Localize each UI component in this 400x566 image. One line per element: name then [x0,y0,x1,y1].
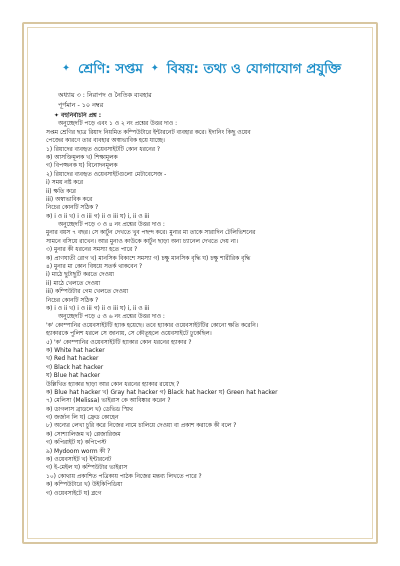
question-line: ক) White hat hacker [46,347,105,354]
instruction-line: অনুচ্ছেদটি পড়ে ৫ ও ৬ নং প্রশ্নের উত্তর দাও : [58,314,165,321]
question-line: নিচের কোনটি সঠিক ? [46,205,99,212]
question-line: গ) Black hat hacker [46,364,104,371]
question-line: ii) মাঠে খেলতে দেওয়া [46,280,101,287]
question-line: ৪) মুনার মা কোন বিষয়ে সতর্ক থাকবেন ? [46,264,143,271]
question-line: iii) কম্পিউটার গেম খেলতে দেওয়া [46,289,129,296]
question-line: গ) ওয়েবসাইটে ঘ) ব্লগে [46,490,102,497]
question-line: i) সময় নষ্ট করে [46,180,83,187]
star-icon: ✦ [61,63,71,74]
question-line: ক) Blue hat hacker খ) Gray hat hacker গ) Black hat hacker ঘ) Green hat hacker [46,389,278,396]
question-line: গ) বিপজ্জনক ঘ) বিনোদনমূলক [46,163,118,170]
question-line: i) মাঠে ছুটাছুটি করতে দেওয়া [46,272,115,279]
question-line: ক) ওয়েবসাইট খ) ইন্টারনেট [46,457,112,464]
question-line: সামনে বসিয়ে রাখেন। আর মুনাও কাউকে কার্টুন ছাড়া অন্য চ্যানেল দেখতে দেয় না। [46,238,238,245]
question-line: ঘ) Blue hat hacker [46,373,101,380]
question-content [46,112,364,498]
question-line: ii) ক্ষতি করে [46,188,76,195]
question-line: মুনার বয়স ৭ বছর। সে কার্টুন দেখতে খুব পছন্দ করে। মুনার মা তাকে সারাদিন টেলিভিশনের [46,230,256,237]
instruction-line: অনুচ্ছেদটি পড়ে ৩ ও ৪ নং প্রশ্নের উত্তর দাও : [58,222,165,229]
star-icon: ✦ [150,63,159,74]
question-line: নিচের কোনটি সঠিক ? [46,297,99,304]
question-line: ৭) মেলিসা (Melissa) ভাইরাস কে আবিষ্কার করেন ? [46,398,171,405]
class-label: শ্রেণি: সপ্তম [77,61,143,77]
question-line: ক) কম্পিউটারে খ) উইকিপিডিয়া [46,482,123,489]
question-line: 'ক' কোম্পানির ওয়েবসাইটটি হ্যাক হয়েছে। তবে হ্যাকার ওয়েবসাইটটির কোনো ক্ষতি করেনি। [46,322,258,329]
question-line: ১০) কোথায় প্রকাশিত পত্রিকায় পাঠক নিজের মন্তব্য লিখতে পারে ? [46,473,202,480]
question-line: গ) ই-মেইল ঘ) কম্পিউটার ভাইরাস [46,465,128,472]
marks-line: পূর্ণমান - ১০ নম্বর [58,101,104,109]
question-line: পেজের কারণে তার ব্যবহার অস্বাভাবিক হয়ে যাচ্ছে। [46,138,165,145]
question-line: ৯) Mydoom worm কী ? [46,448,111,455]
instruction-line: অনুচ্ছেদটি পড়ে এবং ১ ও ২ নং প্রশ্নের উত্তর দাও : [58,121,178,128]
exam-meta [58,90,152,110]
question-line: ৩) মুনার কী ধরনের সমস্যা হতে পারে ? [46,247,138,254]
question-line: ক) i ও ii খ) i ও iii গ) ii ও iii ঘ) i, ii ও iii [46,305,150,312]
question-line: উল্লিখিত হ্যাকার ছাড়া আর কোন ধরনের হ্যাকার রয়েছে ? [46,381,180,388]
question-line: ক) প্রাণঘাতী রোগ খ) মানসিক বিকাশে সমস্যা গ) চক্ষু মানসিক বৃদ্ধি ঘ) চক্ষু শারীরিক বৃদ্ধি [46,255,251,262]
question-line: ৫) 'ক' কোম্পানির ওয়েবসাইটটি হ্যাকার কোন ধরনের হ্যাকার ? [46,339,192,346]
question-line: ক) সোশ্যালিজম খ) প্লেজারিজম [46,431,121,438]
question-line: ক) আসক্তিমূলক খ) শিক্ষামূলক [46,154,118,161]
question-line: ৮) অন্যের লেখা চুরি করে নিজের নামে চালিয়ে দেওয়া বা প্রকাশ করাকে কী বলে ? [46,423,237,430]
section-heading: ✦ বহুনির্বাচনি প্রশ্ন : [54,113,102,119]
question-line: গ) কপিরাইট ঘ) কপিপেস্ট [46,440,107,447]
chapter-line: অধ্যায় ৩ : নিরাপদ ও নৈতিক ব্যবহার [58,91,152,99]
question-line: খ) Red hat hacker [46,356,99,363]
subject-label: বিষয়: তথ্য ও যোগাযোগ প্রযুক্তি [166,61,342,77]
question-line: হ্যাকারকে পুলিশ ধরলে সে জানায়, সে কৌতূহলে ওয়েবসাইটে ঢুকেছিল। [46,331,212,338]
question-line: ক) ডাগলাস ব্রাডলে খ) ডেভিড স্মিথ [46,406,133,413]
question-line: গ) জর্জান লি ঘ) ফ্রেড কোহেন [46,415,119,422]
question-line: iii) অস্বাভাবিক করে [46,196,93,203]
page-header [30,58,370,80]
question-line: ১) রিয়াদের ব্যবহৃত ওয়েবসাইটটি কোন ধরনের ? [46,146,160,153]
question-line: ২) রিয়াদের ব্যবহৃত ওয়েবসাইটগুলো মেটাবেসেজ - [46,171,167,178]
question-line: সপ্তম শ্রেণির ছাত্র রিয়াদ নিয়মিত কম্পিউটারে ইন্টারনেট ব্যবহার করে। ইদানিং কিছু ওয়েব [46,129,251,136]
question-line: ক) i ও ii খ) i ও iii গ) ii ও iii ঘ) i, ii ও iii [46,213,150,220]
